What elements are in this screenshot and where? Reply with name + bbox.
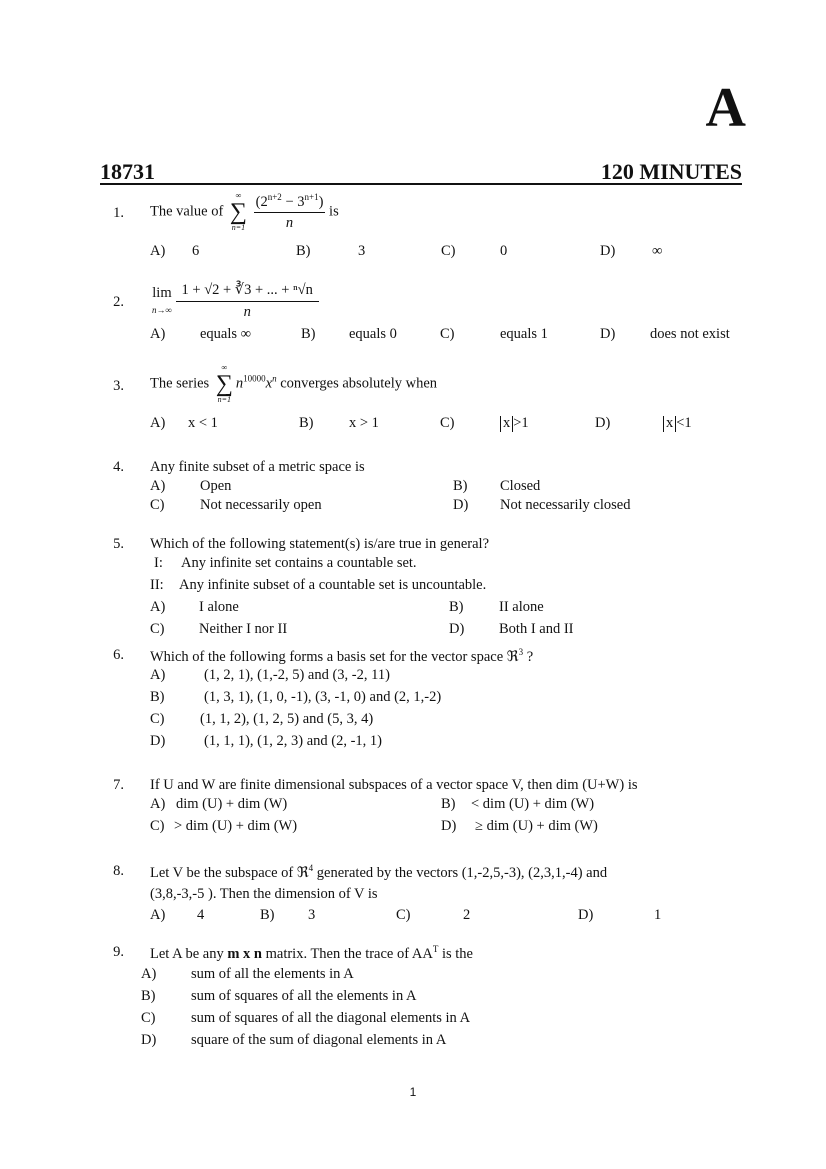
question-3-number: 3. <box>113 378 124 394</box>
question-2-option-b: B) equals 0 <box>301 326 397 342</box>
summation-symbol: ∞ ∑ n=1 <box>229 191 248 232</box>
question-9-number: 9. <box>113 944 124 960</box>
question-4-option-d: D) Not necessarily closed <box>453 497 631 513</box>
question-4-number: 4. <box>113 459 124 475</box>
question-2-option-c: C) equals 1 <box>440 326 548 342</box>
question-3-option-d: D) x <1 <box>595 415 692 431</box>
question-2-text: lim n→∞ $\frac{\text{1 + √2 + ∛3 + ... + ⁿ√n}}{n}$ <box>152 282 319 321</box>
exam-set-letter: A <box>705 77 746 139</box>
question-1-text: The value of ∞ ∑ n=1 $\frac{(2^{n+2} - 3^{n+1})}{n}$ is <box>150 191 339 232</box>
question-7-option-d: D) ≥ dim (U) + dim (W) <box>441 818 598 834</box>
question-5-text: Which of the following statement(s) is/are true in general? <box>150 536 490 552</box>
question-6-number: 6. <box>113 647 124 663</box>
question-8-option-c: C) 2 <box>396 907 471 923</box>
question-9-text: Let A be any m x n matrix. Then the trace of $AA^T$ is the <box>150 944 473 962</box>
question-3-option-c: C) x >1 <box>440 415 529 431</box>
question-9-option-a: A) sum of all the elements in A <box>141 966 354 982</box>
question-3-text: The series ∞ ∑ n=1 $n^{10000}x^n$ converges absolutely when <box>150 363 438 404</box>
question-5-option-a: A) I alone <box>150 599 239 615</box>
question-7-option-a: A) dim (U) + dim (W) <box>150 796 288 812</box>
question-7-option-b: B) < dim (U) + dim (W) <box>441 796 595 812</box>
exam-code: 18731 <box>100 159 155 184</box>
header-rule <box>100 183 742 185</box>
question-1-option-d: D) ∞ <box>600 243 663 259</box>
question-9-option-c: C) sum of squares of all the diagonal elements in A <box>141 1010 471 1026</box>
question-8-text-line-2: (3,8,-3,-5 ). Then the dimension of V is <box>150 886 378 902</box>
question-5-option-b: B) II alone <box>449 599 544 615</box>
question-7-option-c: C) > dim (U) + dim (W) <box>150 818 298 834</box>
question-8-option-b: B) 3 <box>260 907 316 923</box>
question-5-statement-2: II: Any infinite subset of a countable set is uncountable. <box>150 577 487 593</box>
question-9-option-d: D) square of the sum of diagonal elements in A <box>141 1032 447 1048</box>
question-2-option-d: D) does not exist <box>600 326 730 342</box>
question-6-option-c: C) (1, 1, 2), (1, 2, 5) and (5, 3, 4) <box>150 711 374 727</box>
question-8-text-line-1: Let V be the subspace of ℜ$^4$ generated by the vectors (1,-2,5,-3), (2,3,1,-4) and <box>150 863 608 881</box>
question-4-text: Any finite subset of a metric space is <box>150 459 365 475</box>
question-5-number: 5. <box>113 536 124 552</box>
question-5-option-c: C) Neither I nor II <box>150 621 288 637</box>
question-3-option-b: B) x > 1 <box>299 415 379 431</box>
exam-duration: 120 MINUTES <box>600 159 742 184</box>
question-1-option-b: B) 3 <box>296 243 366 259</box>
question-2-option-a: A) equals ∞ <box>150 326 252 342</box>
question-6-option-d: D) (1, 1, 1), (1, 2, 3) and (2, -1, 1) <box>150 733 382 749</box>
question-9-option-b: B) sum of squares of all the elements in A <box>141 988 417 1004</box>
question-8-number: 8. <box>113 863 124 879</box>
question-6-option-b: B) (1, 3, 1), (1, 0, -1), (3, -1, 0) and (2, 1,-2) <box>150 689 442 705</box>
question-8-option-a: A) 4 <box>150 907 205 923</box>
question-4-option-c: C) Not necessarily open <box>150 497 322 513</box>
question-7-text: If U and W are finite dimensional subspaces of a vector space V, then dim (U+W) is <box>150 777 638 793</box>
question-6-text: Which of the following forms a basis set for the vector space ℜ$^3$ ? <box>150 647 534 665</box>
page-number: 1 <box>409 1085 417 1099</box>
question-6-option-a: A) (1, 2, 1), (1,-2, 5) and (3, -2, 11) <box>150 667 390 683</box>
question-4-option-a: A) Open <box>150 478 232 494</box>
question-1-option-c: C) 0 <box>441 243 508 259</box>
question-1-fraction: $\frac{(2^{n+2} - 3^{n+1})}{n}$ <box>255 192 324 231</box>
summation-symbol: ∞ ∑ n=1 <box>215 363 233 404</box>
question-5-statement-1: I: Any infinite set contains a countable set. <box>154 555 417 571</box>
question-5-option-d: D) Both I and II <box>449 621 574 637</box>
question-2-fraction: $\frac{\text{1 + √2 + ∛3 + ... + ⁿ√n}}{n}$ <box>176 282 319 321</box>
question-4-option-b: B) Closed <box>453 478 541 494</box>
question-3-option-a: A) x < 1 <box>150 415 218 431</box>
question-7-number: 7. <box>113 777 124 793</box>
question-8-option-d: D) 1 <box>578 907 662 923</box>
question-1-option-a: A) 6 <box>150 243 200 259</box>
question-2-number: 2. <box>113 294 124 310</box>
question-1-number: 1. <box>113 205 124 221</box>
